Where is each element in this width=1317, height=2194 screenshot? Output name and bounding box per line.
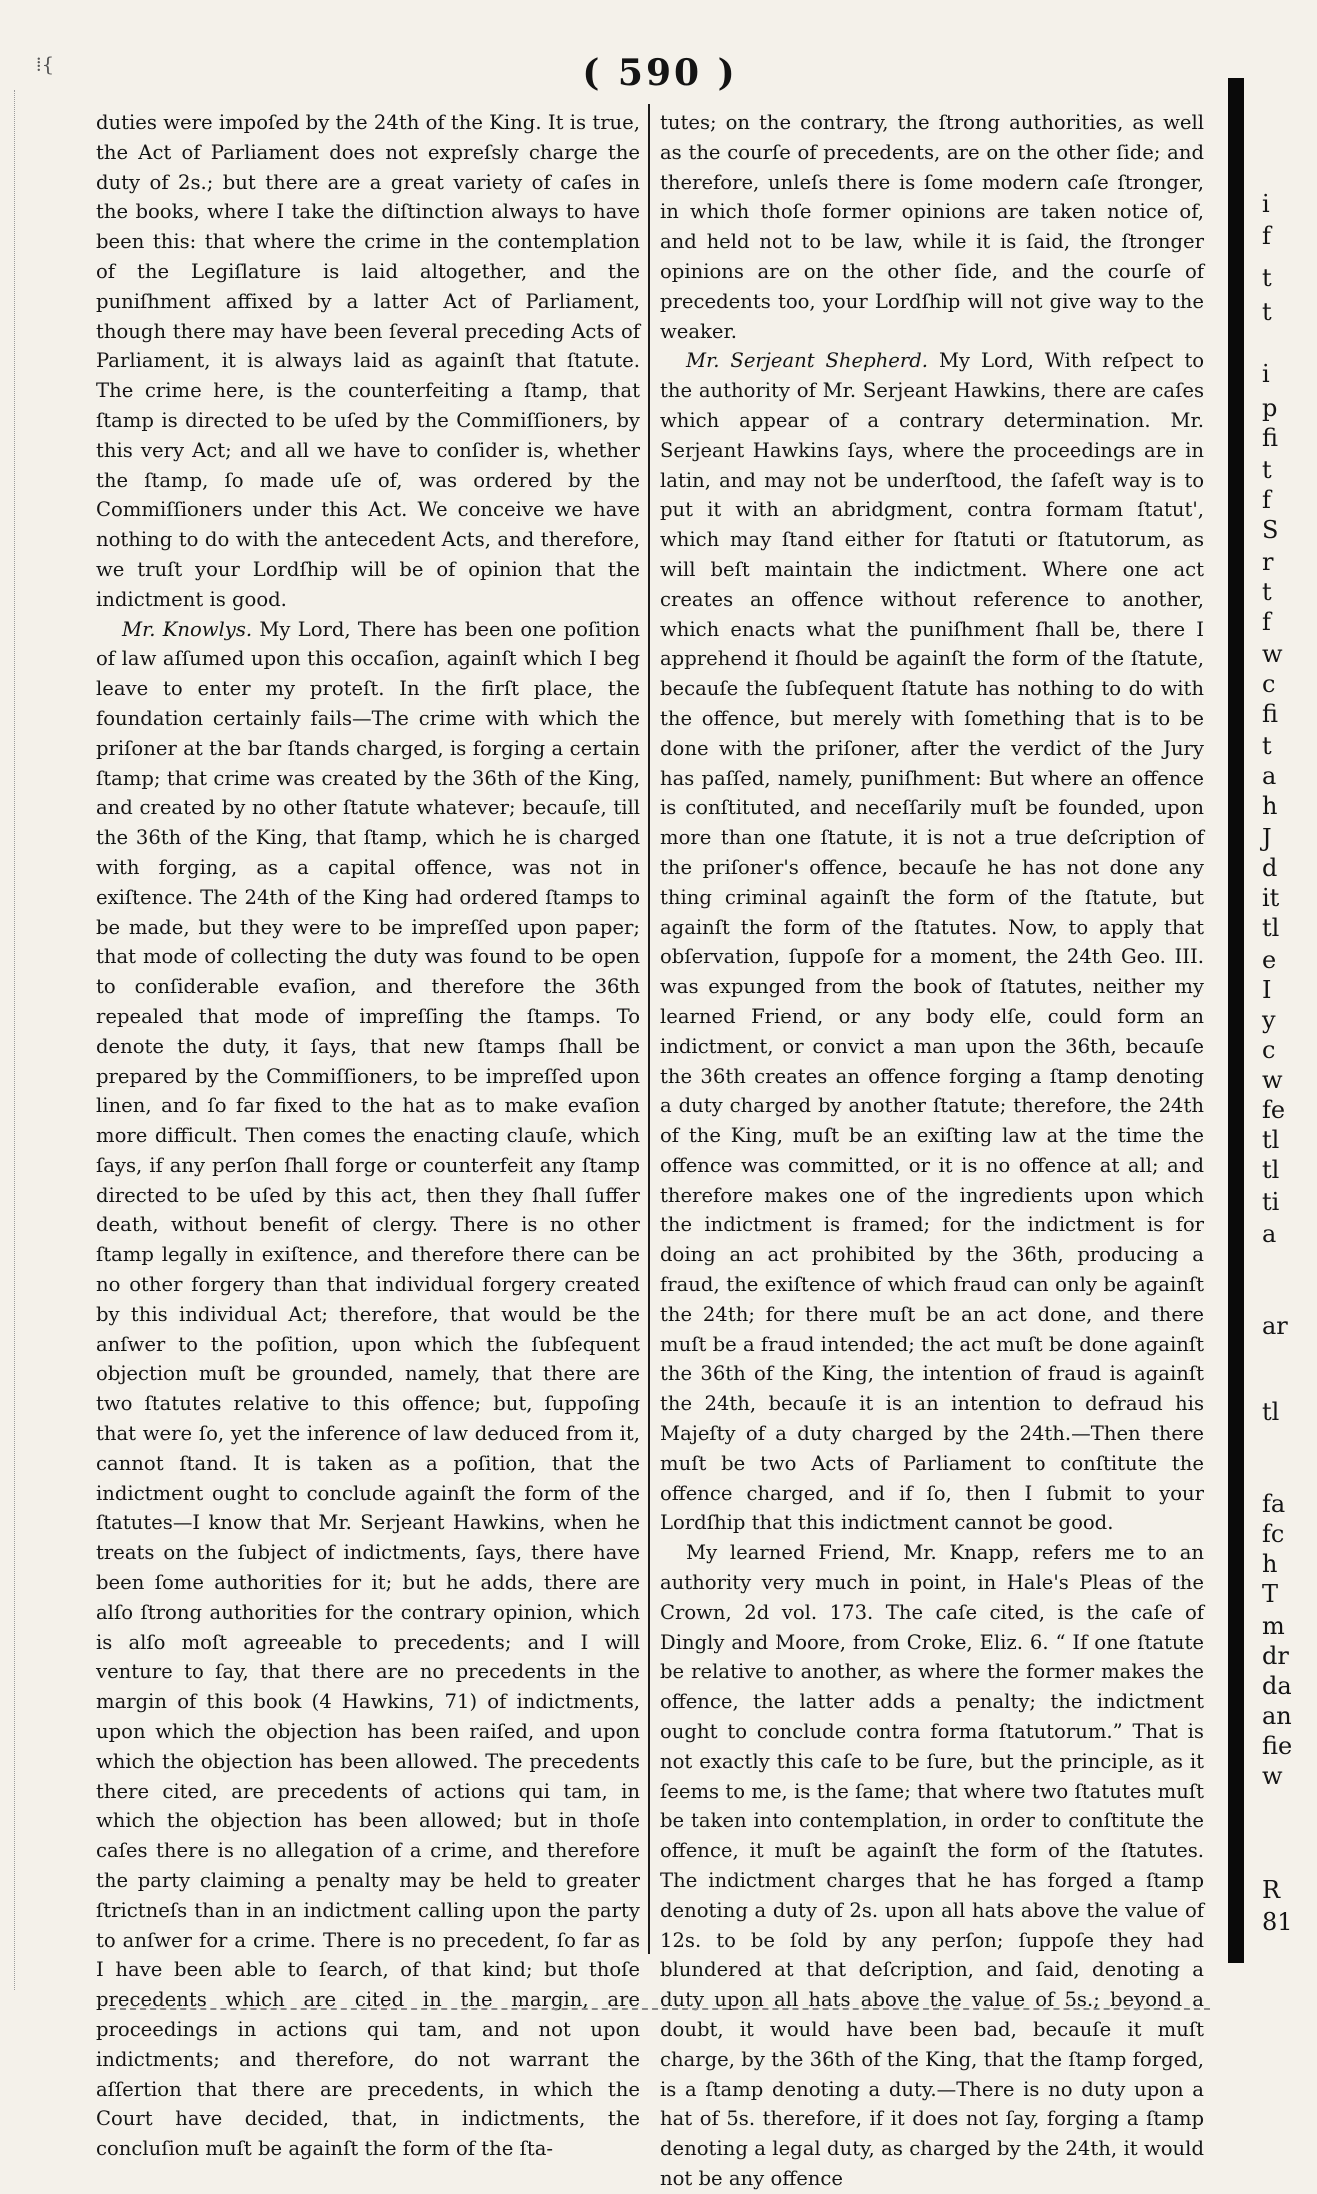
right-paragraph-2 bbox=[660, 346, 1204, 1538]
gutter-mark: ⁞{ bbox=[36, 52, 55, 76]
right-column bbox=[660, 108, 1204, 2194]
left-paragraph-1: duties were impoſed by the 24th of the King. It is true, the Act of Parliament does not expreſsly charge the duty of 2s.; but there are a great variety of caſes in the books, where I take the diſtinction always to have been this: that where the crime in the contemplation of the Legiſlature is laid altogether, and the puniſhment affixed by a latter Act of Parliament, though there may have been ſeveral preceding Acts of Parliament, it is always laid as againſt that ſtatute. The crime here, is the counterfeiting a ſtamp, that ſtamp is directed to be uſed by the Commiſſioners, by this very Act; and all we have to conſider is, whether the ſtamp, ſo made uſe of, was ordered by the Commiſſioners under this Act. We conceive we have nothing to do with the antecedent Acts, and therefore, we truſt your Lordſhip will be of opinion that the indictment is good. bbox=[96, 111, 640, 611]
speaker-knowlys: Mr. Knowlys. bbox=[122, 617, 253, 641]
edge-fragment: r bbox=[1262, 548, 1274, 576]
edge-fragment: t bbox=[1262, 264, 1272, 292]
edge-fragment: e bbox=[1262, 946, 1277, 974]
left-paragraph-2 bbox=[96, 615, 640, 2164]
left-paragraph-2-text: My Lord, There has been one poſition of law aſſumed upon this occaſion, againſt which I beg leave to enter my proteſt. In the firſt place, the foundation certainly fails—The crime with which the priſoner at the bar ſtands charged, is forging a certain ſtamp; that crime was created by the 36th of the King, and created by no other ſtatute whatever; becauſe, till the 36th of the King, that ſtamp, which he is charged with forging, as a capital offence, was not in exiſtence. The 24th of the King had ordered ſtamps to be made, but they were to be impreſſed upon paper; that mode of collecting the duty was found to be open to conſiderable evaſion, and therefore the 36th repealed that mode of impreſſing the ſtamps. To denote the duty, it ſays, that new ſtamps ſhall be prepared by the Commiſſioners, to be impreſſed upon linen, and ſo far fixed to the hat as to make evaſion more difficult. Then comes the enacting clauſe, which ſays, if any perſon ſhall forge or counterfeit any ſtamp directed to be uſed by this act, then they ſhall ſuffer death, without benefit of clergy. There is no other ſtamp legally in exiſtence, and therefore there can be no other forgery than that individual forgery created by this individual Act; therefore, that would be the anſwer to the poſition, upon which the ſubſequent objection muſt be grounded, namely, that there are two ſtatutes relative to this offence; but, ſuppoſing that were ſo, yet the inference of law deduced from it, cannot ſtand. It is taken as a poſition, that the indictment ought to conclude againſt the form of the ſtatutes—I know that Mr. Serjeant Hawkins, when he treats on the ſubject of indictments, ſays, there have been ſome authorities for it; but he adds, there are alſo ſtrong authorities for the contrary opinion, which is alſo moſt agreeable to precedents; and I will venture to ſay, that there are no precedents in the margin of this book (4 Hawkins, 71) of indictments, upon which the objection has been raiſed, and upon which the objection has been allowed. The precedents there cited, are precedents of actions qui tam, in which the objection has been allowed; but in thoſe caſes there is no allegation of a crime, and therefore the party claiming a penalty may be held to greater ſtrictneſs than in an indictment calling upon the party to anſwer for a crime. There is no precedent, ſo far as I have been able to ſearch, of that kind; but thoſe precedents which are cited in the margin, are proceedings in actions qui tam, and not upon indictments; and therefore, do not warrant the aſſertion that there are precedents, in which the Court have decided, that, in indictments, the concluſion muſt be againſt the form of the ſta- bbox=[96, 617, 640, 2161]
edge-fragment: T bbox=[1262, 1580, 1279, 1608]
edge-fragment: p bbox=[1262, 394, 1278, 422]
edge-fragment: m bbox=[1262, 1612, 1285, 1640]
edge-fragment: it bbox=[1262, 884, 1280, 912]
edge-fragment: t bbox=[1262, 578, 1272, 606]
edge-fragment: c bbox=[1262, 1036, 1276, 1064]
edge-fragment: fi bbox=[1262, 700, 1279, 728]
edge-fragment: tl bbox=[1262, 1398, 1280, 1426]
edge-fragment: a bbox=[1262, 1220, 1277, 1248]
edge-fragment: a bbox=[1262, 762, 1277, 790]
edge-fragment: w bbox=[1262, 1066, 1283, 1094]
bottom-page-edge bbox=[110, 2008, 1210, 2010]
edge-fragment: w bbox=[1262, 640, 1283, 668]
edge-fragment: S bbox=[1262, 516, 1279, 544]
edge-fragment: t bbox=[1262, 298, 1272, 326]
edge-fragment: tl bbox=[1262, 914, 1280, 942]
edge-fragment: h bbox=[1262, 1550, 1278, 1578]
edge-fragment: ar bbox=[1262, 1312, 1288, 1340]
right-paragraph-3: My learned Friend, Mr. Knapp, refers me to an authority very much in point, in Hale's Pleas of the Crown, 2d vol. 173. The caſe cited, is the caſe of Dingly and Moore, from Croke, Eliz. 6. “ If one ſtatute be relative to another, as where the former makes the offence, the latter adds a penalty; the indictment ought to conclude contra forma ſtatutorum.” That is not exactly this caſe to be ſure, but the principle, as it ſeems to me, is the ſame; that where two ſtatutes muſt be taken into contemplation, in order to conſtitute the offence, it muſt be againſt the form of the ſtatutes. The indictment charges that he has forged a ſtamp denoting a duty of 2s. upon all hats above the value of 12s. to be ſold by any perſon; ſuppoſe they had blundered at that deſcription, and ſaid, denoting a duty upon all hats above the value of 5s.; beyond a doubt, it would have been bad, becauſe it muſt charge, by the 36th of the King, that the ſtamp forged, is a ſtamp denoting a duty.—There is no duty upon a hat of 5s. therefore, if it does not ſay, forging a ſtamp denoting a legal duty, as charged by the 24th, it would not be any offence bbox=[660, 1541, 1204, 2190]
edge-fragment: I bbox=[1262, 976, 1272, 1004]
edge-fragment: f bbox=[1262, 486, 1271, 514]
edge-fragment: d bbox=[1262, 854, 1278, 882]
edge-fragment: t bbox=[1262, 732, 1272, 760]
edge-fragment: fe bbox=[1262, 1096, 1286, 1124]
edge-fragment: J bbox=[1262, 824, 1272, 852]
edge-fragment: da bbox=[1262, 1672, 1292, 1700]
edge-fragment: h bbox=[1262, 792, 1278, 820]
right-paragraph-1: tutes; on the contrary, the ſtrong authorities, as well as the courſe of precedents, are on the other ſide; and therefore, unleſs there is ſome modern caſe ſtronger, in which thoſe former opinions are taken notice of, and held not to be law, while it is ſaid, the ſtronger opinions are on the other ſide, and the courſe of precedents too, your Lordſhip will not give way to the weaker. bbox=[660, 111, 1204, 343]
edge-fragment: tl bbox=[1262, 1156, 1280, 1184]
edge-fragment: i bbox=[1262, 190, 1270, 218]
edge-fragment: y bbox=[1262, 1006, 1276, 1034]
edge-fragment: dr bbox=[1262, 1642, 1289, 1670]
right-paragraph-2-text: My Lord, With reſpect to the authority of Mr. Serjeant Hawkins, there are caſes which appear of a contrary determination. Mr. Serjeant Hawkins ſays, where the proceedings are in latin, and may not be underſtood, the ſafeſt way is to put it with an abridgment, contra formam ſtatut', which may ſtand either for ſtatuti or ſtatutorum, as will beſt maintain the indictment. Where one act creates an offence without reference to another, which enacts what the puniſhment ſhall be, there I apprehend it ſhould be againſt the form of the ſtatute, becauſe the ſubſequent ſtatute has nothing to do with the offence, but merely with ſomething that is to be done with the priſoner, after the verdict of the Jury has paſſed, namely, puniſhment: But where an offence is conſtituted, and neceſſarily muſt be founded, upon more than one ſtatute, it is not a true deſcription of the priſoner's offence, becauſe he has not done any thing criminal againſt the form of the ſtatute, but againſt the form of the ſtatutes. Now, to apply that obſervation, ſuppoſe for a moment, the 24th Geo. III. was expunged from the book of ſtatutes, neither my learned Friend, or any body elſe, could form an indictment, or convict a man upon the 36th, becauſe the 36th creates an offence forging a ſtamp denoting a duty charged by another ſtatute; therefore, the 24th of the King, muſt be an exiſting law at the time the offence was committed, or it is no offence at all; and therefore makes one of the ingredients upon which the indictment is framed; for the indictment is for doing an act prohibited by the 36th, producing a fraud, the exiſtence of which fraud can only be againſt the 24th; for there muſt be an act done, and there muſt be a fraud intended; the act muſt be done againſt the 36th of the King, the intention of fraud is againſt the 24th, becauſe it is an intention to defraud his Majeſty of a duty charged by the 24th.—Then there muſt be two Acts of Parliament to conſtitute the offence charged, and if ſo, then I ſubmit to your Lordſhip that this indictment cannot be good. bbox=[660, 349, 1204, 1535]
speaker-shepherd: Mr. Serjeant Shepherd. bbox=[686, 349, 929, 373]
left-column bbox=[96, 108, 640, 2164]
edge-fragment: 81 bbox=[1262, 1908, 1293, 1936]
edge-fragment: an bbox=[1262, 1702, 1292, 1730]
edge-fragment: t bbox=[1262, 456, 1272, 484]
edge-fragment: ti bbox=[1262, 1188, 1280, 1216]
edge-fragment: i bbox=[1262, 360, 1270, 388]
edge-fragment: tl bbox=[1262, 1126, 1280, 1154]
edge-fragment: f bbox=[1262, 222, 1271, 250]
edge-fragment: w bbox=[1262, 1762, 1283, 1790]
edge-fragment: fc bbox=[1262, 1520, 1285, 1548]
edge-fragment: f bbox=[1262, 608, 1271, 636]
column-divider bbox=[648, 104, 650, 1954]
binding-shadow bbox=[1228, 78, 1244, 1963]
edge-fragment: R bbox=[1262, 1876, 1281, 1904]
edge-fragment: fie bbox=[1262, 1732, 1293, 1760]
page-number: ( 590 ) bbox=[582, 52, 738, 94]
page-left-edge bbox=[14, 90, 19, 1990]
edge-fragment: c bbox=[1262, 670, 1276, 698]
edge-fragment: fa bbox=[1262, 1490, 1286, 1518]
edge-fragment: fi bbox=[1262, 424, 1279, 452]
